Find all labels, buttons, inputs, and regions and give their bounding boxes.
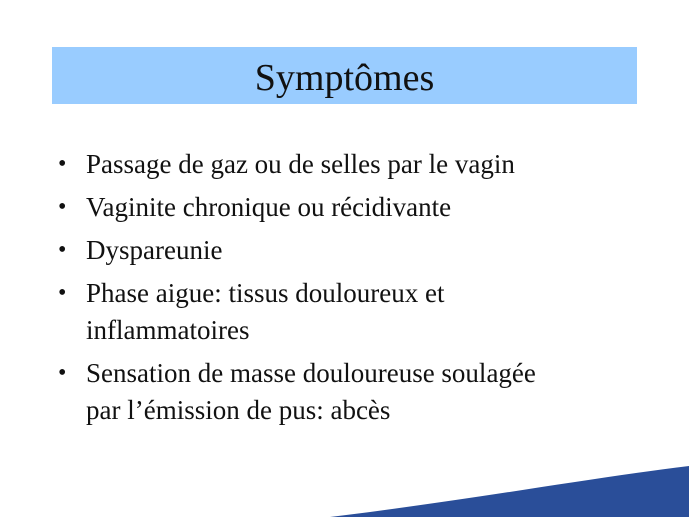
title-bar xyxy=(52,47,637,104)
bullet-item xyxy=(58,189,658,226)
bullet-line: Passage de gaz ou de selles par le vagin xyxy=(86,149,515,179)
bullet-text xyxy=(86,146,658,183)
bullet-marker: • xyxy=(58,151,67,177)
bullet-line: Dyspareunie xyxy=(86,235,223,265)
bullet-marker: • xyxy=(58,280,67,306)
bullet-marker: • xyxy=(58,360,67,386)
bullet-marker: • xyxy=(58,194,67,220)
bullet-line: Vaginite chronique ou récidivante xyxy=(86,192,452,222)
bullet-text xyxy=(86,355,658,429)
bullet-item xyxy=(58,355,658,429)
bullet-item xyxy=(58,275,658,349)
bullet-marker: • xyxy=(58,237,67,263)
slide-title: Symptômes xyxy=(254,56,435,99)
bullet-text xyxy=(86,275,658,349)
bullet-line: par l’émission de pus: abcès xyxy=(86,395,391,425)
bullet-text xyxy=(86,232,658,269)
bullet-line: inflammatoires xyxy=(86,315,250,345)
bullet-list xyxy=(58,146,658,435)
corner-wave-shape xyxy=(330,466,689,517)
bullet-item xyxy=(58,232,658,269)
bullet-line: Sensation de masse douloureuse soulagée xyxy=(86,358,536,388)
bullet-text xyxy=(86,189,658,226)
bullet-item xyxy=(58,146,658,183)
bullet-line: Phase aigue: tissus douloureux et xyxy=(86,278,445,308)
